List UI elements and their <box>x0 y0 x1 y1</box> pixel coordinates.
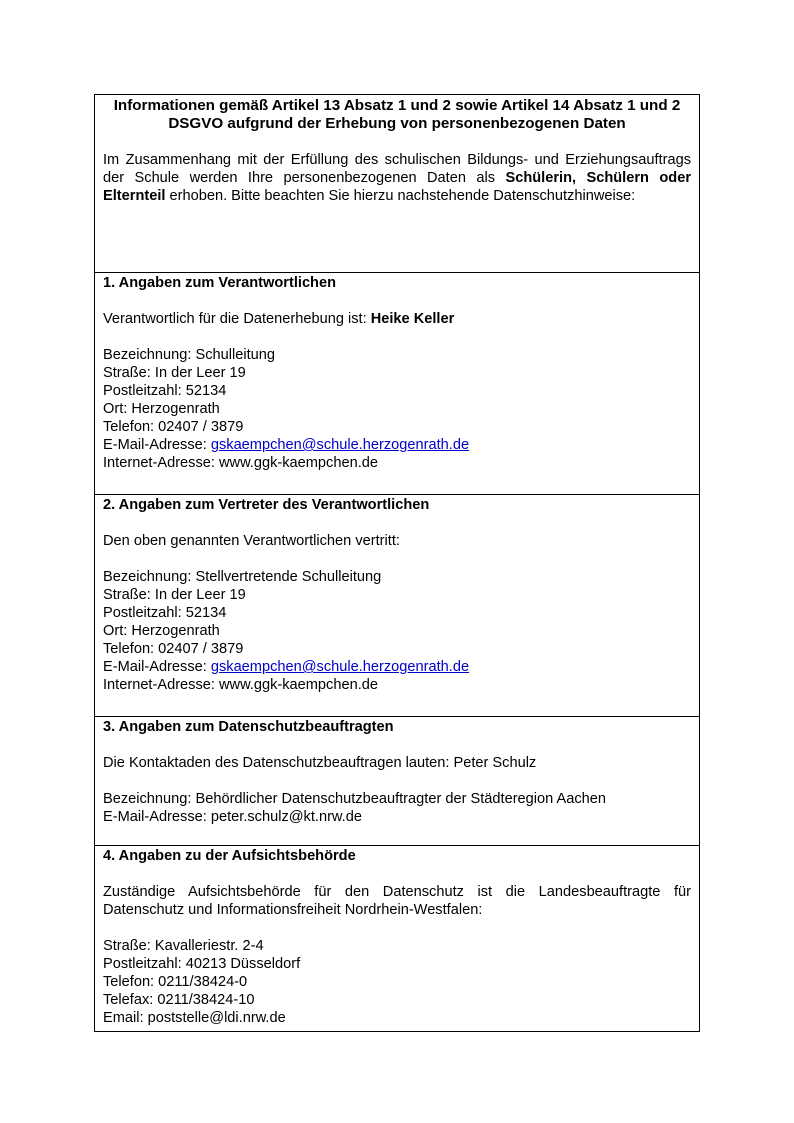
s4-intro: Zuständige Aufsichtsbehörde für den Datenschutz ist die Landesbeauftragte für Datenschutz und Informationsfreiheit Nordrhein-Westfalen: <box>103 884 691 918</box>
section-3-heading: 3. Angaben zum Datenschutzbeauftragten <box>103 719 394 735</box>
s1-bezeichnung: Bezeichnung: Schulleitung <box>103 347 276 363</box>
section-responsible <box>95 273 699 495</box>
privacy-notice-table <box>94 94 700 1032</box>
s2-email-label: E-Mail-Adresse: <box>103 659 211 675</box>
s4-plz: Postleitzahl: 40213 Düsseldorf <box>103 956 301 972</box>
s1-strasse: Straße: In der Leer 19 <box>103 365 246 381</box>
s1-email-link[interactable]: gskaempchen@schule.herzogenrath.de <box>210 437 470 453</box>
section-data-protection-officer <box>95 717 699 846</box>
s2-email-link[interactable]: gskaempchen@schule.herzogenrath.de <box>210 659 470 675</box>
s1-telefon: Telefon: 02407 / 3879 <box>103 419 244 435</box>
s3-contact: Die Kontaktaden des Datenschutzbeauftragen lauten: Peter Schulz <box>103 755 537 771</box>
s4-telefon: Telefon: 0211/38424-0 <box>103 974 248 990</box>
s2-strasse: Straße: In der Leer 19 <box>103 587 246 603</box>
s3-email: E-Mail-Adresse: peter.schulz@kt.nrw.de <box>103 809 362 825</box>
intro-cell <box>95 95 699 273</box>
section-1-heading: 1. Angaben zum Verantwortlichen <box>103 275 337 291</box>
document-title: Informationen gemäß Artikel 13 Absatz 1 und 2 sowie Artikel 14 Absatz 1 und 2 DSGVO aufgrund der Erhebung von personenbezogenen Daten <box>113 97 681 132</box>
s1-internet: Internet-Adresse: www.ggk-kaempchen.de <box>103 455 378 471</box>
s4-telefax: Telefax: 0211/38424-10 <box>103 992 255 1008</box>
s3-bezeichnung: Bezeichnung: Behördlicher Datenschutzbeauftragter der Städteregion Aachen <box>103 791 607 807</box>
intro-text-start: Im Zusammenhang mit der Erfüllung des schulischen Bildungs- und Erziehungsauftrags der Schule werden Ihre personenbezogenen Daten als <box>103 152 691 186</box>
section-supervisory-authority <box>95 846 699 1031</box>
responsible-line <box>103 310 691 328</box>
s1-email-line <box>103 436 691 454</box>
s1-email-label: E-Mail-Adresse: <box>103 437 211 453</box>
s4-email: Email: poststelle@ldi.nrw.de <box>103 1010 286 1026</box>
s2-ort: Ort: Herzogenrath <box>103 623 220 639</box>
section-4-heading: 4. Angaben zu der Aufsichtsbehörde <box>103 848 356 864</box>
responsible-prefix: Verantwortlich für die Datenerhebung ist: <box>103 311 371 327</box>
s2-telefon: Telefon: 02407 / 3879 <box>103 641 244 657</box>
s2-email-line <box>103 658 691 676</box>
s4-strasse: Straße: Kavalleriestr. 2-4 <box>103 938 264 954</box>
s2-plz: Postleitzahl: 52134 <box>103 605 227 621</box>
section-representative <box>95 495 699 717</box>
intro-paragraph <box>103 151 691 205</box>
s2-internet: Internet-Adresse: www.ggk-kaempchen.de <box>103 677 378 693</box>
intro-text-end: erhoben. Bitte beachten Sie hierzu nachstehende Datenschutzhinweise: <box>165 188 636 204</box>
s2-intro: Den oben genannten Verantwortlichen vertritt: <box>103 533 400 549</box>
s1-ort: Ort: Herzogenrath <box>103 401 220 417</box>
s1-plz: Postleitzahl: 52134 <box>103 383 227 399</box>
responsible-name: Heike Keller <box>370 311 455 327</box>
s2-bezeichnung: Bezeichnung: Stellvertretende Schulleitung <box>103 569 382 585</box>
section-2-heading: 2. Angaben zum Vertreter des Verantwortlichen <box>103 497 430 513</box>
intro-text-bold: Schülerin, Schülern oder Elternteil <box>103 170 692 204</box>
